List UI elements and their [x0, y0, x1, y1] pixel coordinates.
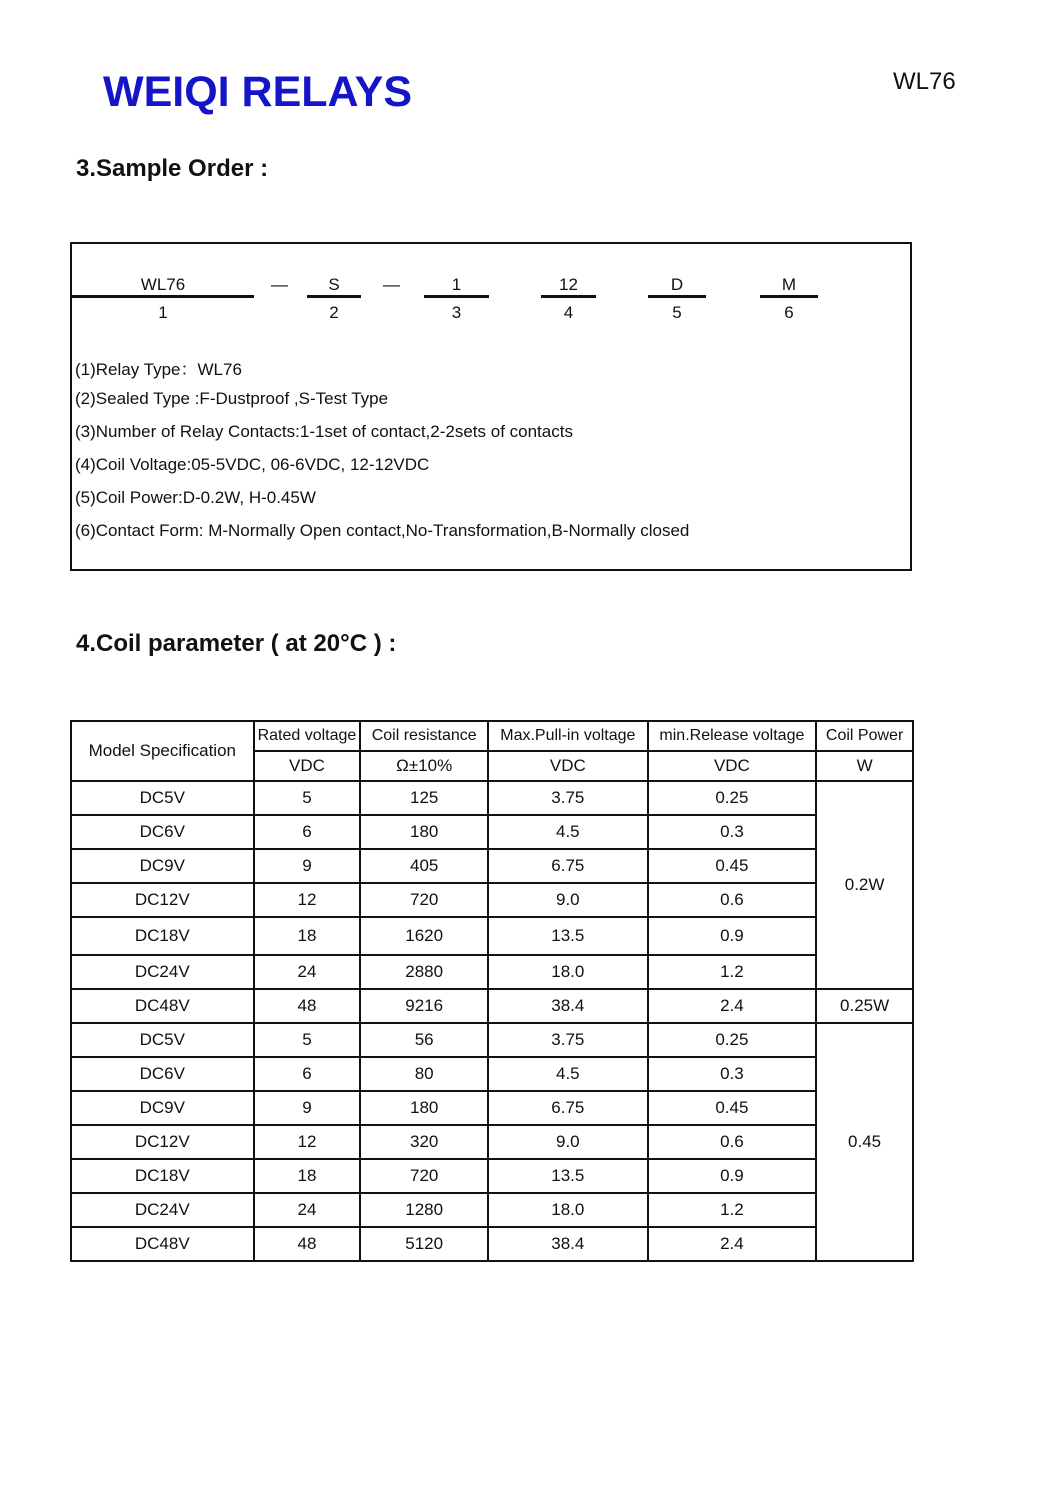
table-row	[71, 989, 913, 1023]
cell-pull-in-voltage: 4.5	[488, 815, 648, 849]
order-code-index: 2	[329, 303, 339, 322]
table-row	[71, 1159, 913, 1193]
cell-rated-voltage: 6	[254, 1057, 361, 1091]
order-code-1	[72, 274, 254, 323]
order-code-index: 3	[451, 303, 462, 322]
header-unit: VDC	[254, 751, 361, 781]
cell-model: DC6V	[71, 1057, 254, 1091]
cell-coil-resistance: 125	[360, 781, 488, 815]
cell-pull-in-voltage: 6.75	[488, 849, 648, 883]
order-code-underline	[541, 295, 596, 298]
order-code-3	[424, 274, 489, 323]
cell-model: DC12V	[71, 1125, 254, 1159]
cell-pull-in-voltage: 9.0	[488, 1125, 648, 1159]
table-row	[71, 955, 913, 989]
cell-model: DC18V	[71, 1159, 254, 1193]
sample-order-heading: 3.Sample Order :	[76, 155, 269, 182]
order-code-value: 12	[559, 275, 578, 294]
cell-coil-power: 0.45	[816, 1023, 913, 1261]
cell-rated-voltage: 12	[254, 883, 361, 917]
cell-pull-in-voltage: 4.5	[488, 1057, 648, 1091]
order-code-6	[760, 274, 818, 323]
cell-coil-resistance: 180	[360, 815, 488, 849]
cell-pull-in-voltage: 13.5	[488, 917, 648, 955]
order-code-value: D	[670, 275, 684, 294]
cell-coil-resistance: 5120	[360, 1227, 488, 1261]
header-model-specification: Model Specification	[71, 721, 254, 781]
order-dash: —	[271, 275, 288, 294]
cell-rated-voltage: 18	[254, 1159, 361, 1193]
header-coil-resistance: Coil resistance	[360, 721, 488, 751]
order-code-index: 1	[158, 303, 168, 322]
cell-release-voltage: 0.9	[648, 917, 817, 955]
cell-rated-voltage: 5	[254, 1023, 361, 1057]
cell-coil-resistance: 2880	[360, 955, 488, 989]
cell-model: DC9V	[71, 849, 254, 883]
order-description-contacts: (3)Number of Relay Contacts:1-1set of contact,2-2sets of contacts	[75, 422, 573, 441]
order-code-index: 5	[672, 303, 682, 322]
table-row	[71, 1227, 913, 1261]
table-row	[71, 1193, 913, 1227]
table-row	[71, 1091, 913, 1125]
header-release-voltage: min.Release voltage	[648, 721, 817, 751]
cell-pull-in-voltage: 18.0	[488, 1193, 648, 1227]
order-dash: —	[383, 275, 400, 294]
cell-model: DC9V	[71, 1091, 254, 1125]
header-unit: Ω±10%	[360, 751, 488, 781]
order-code-underline	[648, 295, 706, 298]
cell-release-voltage: 1.2	[648, 1193, 817, 1227]
cell-pull-in-voltage: 9.0	[488, 883, 648, 917]
header-rated-voltage: Rated voltage	[254, 721, 361, 751]
cell-coil-resistance: 720	[360, 883, 488, 917]
coil-parameter-table	[70, 720, 914, 1262]
cell-model: DC5V	[71, 781, 254, 815]
header-pull-in-voltage: Max.Pull-in voltage	[488, 721, 648, 751]
cell-pull-in-voltage: 3.75	[488, 781, 648, 815]
coil-parameter-heading: 4.Coil parameter ( at 20°C ) :	[76, 630, 397, 657]
order-code-2	[307, 274, 361, 323]
cell-release-voltage: 0.45	[648, 849, 817, 883]
order-code-value: S	[328, 275, 340, 294]
cell-model: DC5V	[71, 1023, 254, 1057]
cell-release-voltage: 2.4	[648, 1227, 817, 1261]
order-description-contact-form: (6)Contact Form: M-Normally Open contact,No-Transformation,B-Normally closed	[75, 521, 690, 540]
cell-coil-power: 0.25W	[816, 989, 913, 1023]
cell-pull-in-voltage: 18.0	[488, 955, 648, 989]
cell-model: DC18V	[71, 917, 254, 955]
cell-rated-voltage: 6	[254, 815, 361, 849]
model-number: WL76	[893, 68, 956, 95]
order-code-index: 6	[784, 303, 794, 322]
cell-rated-voltage: 24	[254, 1193, 361, 1227]
order-description-sealed-type: (2)Sealed Type :F-Dustproof ,S-Test Type	[75, 389, 389, 408]
cell-release-voltage: 0.45	[648, 1091, 817, 1125]
cell-release-voltage: 0.25	[648, 1023, 817, 1057]
table-row	[71, 781, 913, 815]
table-row	[71, 1057, 913, 1091]
cell-coil-resistance: 405	[360, 849, 488, 883]
cell-model: DC48V	[71, 1227, 254, 1261]
header-unit: VDC	[648, 751, 817, 781]
table-row	[71, 917, 913, 955]
order-code-4	[541, 274, 596, 323]
cell-rated-voltage: 18	[254, 917, 361, 955]
cell-pull-in-voltage: 38.4	[488, 989, 648, 1023]
order-description-relay-type: (1)Relay Type：WL76	[75, 360, 242, 379]
order-code-underline	[307, 295, 361, 298]
cell-coil-resistance: 320	[360, 1125, 488, 1159]
order-code-value: 1	[451, 275, 462, 294]
table-row	[71, 1125, 913, 1159]
cell-release-voltage: 0.25	[648, 781, 817, 815]
table-row	[71, 849, 913, 883]
cell-model: DC48V	[71, 989, 254, 1023]
cell-pull-in-voltage: 3.75	[488, 1023, 648, 1057]
order-code-index: 4	[563, 303, 574, 322]
cell-model: DC12V	[71, 883, 254, 917]
cell-coil-resistance: 720	[360, 1159, 488, 1193]
order-description-coil-power: (5)Coil Power:D-0.2W, H-0.45W	[75, 488, 316, 507]
cell-pull-in-voltage: 13.5	[488, 1159, 648, 1193]
order-description-coil-voltage: (4)Coil Voltage:05-5VDC, 06-6VDC, 12-12VDC	[75, 455, 430, 474]
table-row	[71, 1023, 913, 1057]
cell-coil-resistance: 80	[360, 1057, 488, 1091]
cell-rated-voltage: 48	[254, 1227, 361, 1261]
brand-title: WEIQI RELAYS	[103, 68, 413, 116]
order-code-value: WL76	[140, 275, 186, 294]
cell-model: DC24V	[71, 1193, 254, 1227]
order-code-underline	[424, 295, 489, 298]
cell-release-voltage: 0.9	[648, 1159, 817, 1193]
table-row	[71, 815, 913, 849]
header-unit: W	[816, 751, 913, 781]
header-unit: VDC	[488, 751, 648, 781]
cell-pull-in-voltage: 38.4	[488, 1227, 648, 1261]
cell-release-voltage: 0.6	[648, 1125, 817, 1159]
cell-pull-in-voltage: 6.75	[488, 1091, 648, 1125]
cell-rated-voltage: 9	[254, 849, 361, 883]
cell-rated-voltage: 9	[254, 1091, 361, 1125]
header-coil-power: Coil Power	[816, 721, 913, 751]
cell-rated-voltage: 5	[254, 781, 361, 815]
order-code-5	[648, 274, 706, 323]
cell-coil-resistance: 9216	[360, 989, 488, 1023]
cell-coil-power: 0.2W	[816, 781, 913, 989]
cell-model: DC6V	[71, 815, 254, 849]
cell-release-voltage: 2.4	[648, 989, 817, 1023]
cell-rated-voltage: 12	[254, 1125, 361, 1159]
cell-release-voltage: 1.2	[648, 955, 817, 989]
cell-release-voltage: 0.6	[648, 883, 817, 917]
cell-coil-resistance: 180	[360, 1091, 488, 1125]
cell-release-voltage: 0.3	[648, 1057, 817, 1091]
cell-rated-voltage: 24	[254, 955, 361, 989]
order-code-underline	[760, 295, 818, 298]
cell-model: DC24V	[71, 955, 254, 989]
cell-rated-voltage: 48	[254, 989, 361, 1023]
cell-coil-resistance: 56	[360, 1023, 488, 1057]
table-row	[71, 883, 913, 917]
order-code-underline	[72, 295, 254, 298]
cell-coil-resistance: 1280	[360, 1193, 488, 1227]
cell-release-voltage: 0.3	[648, 815, 817, 849]
cell-coil-resistance: 1620	[360, 917, 488, 955]
order-code-value: M	[781, 275, 797, 294]
